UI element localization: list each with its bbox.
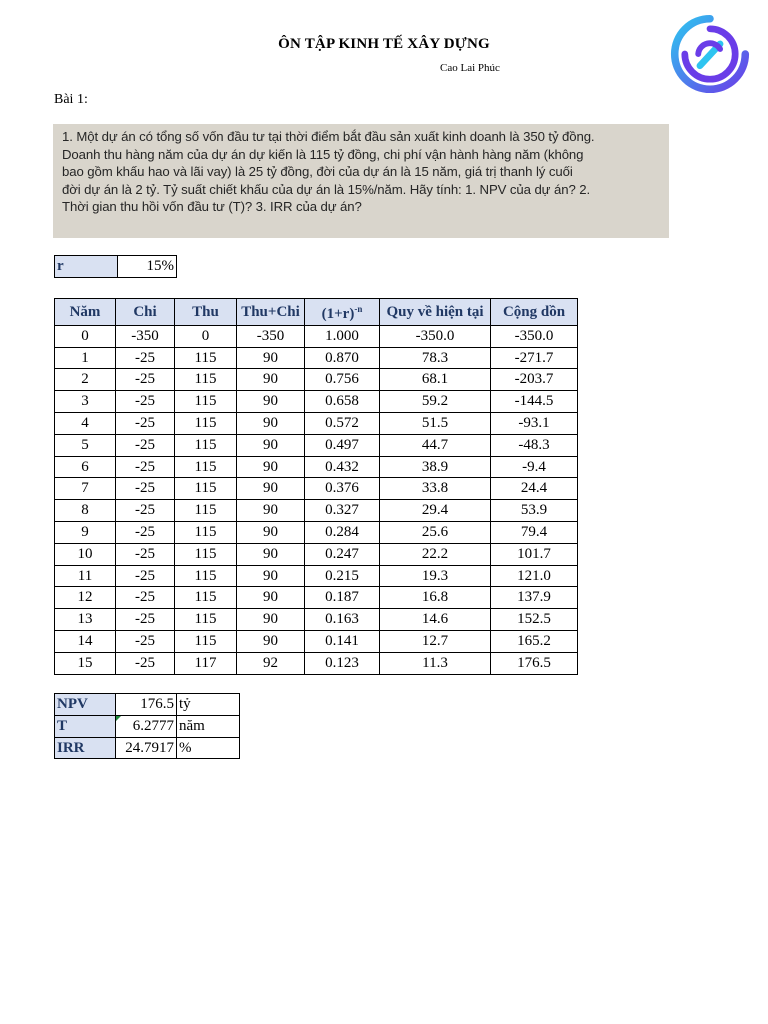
payback-value: 6.2777: [132, 717, 174, 734]
col-header-year: Năm: [55, 299, 116, 326]
cell-present-value: 38.9: [380, 456, 491, 478]
table-row: [55, 630, 578, 652]
table-row: [55, 325, 578, 347]
cell-revenue: 115: [175, 391, 237, 413]
cell-discount-factor: 0.432: [305, 456, 380, 478]
cell-net: 90: [237, 369, 305, 391]
cell-year: 12: [55, 587, 116, 609]
cell-cost: -25: [116, 500, 175, 522]
cell-cumulative: -350.0: [491, 325, 578, 347]
cell-net: 90: [237, 434, 305, 456]
author-name: Cao Lai Phúc: [440, 62, 500, 74]
cell-cost: -25: [116, 347, 175, 369]
cell-discount-factor: 0.284: [305, 521, 380, 543]
cell-revenue: 115: [175, 478, 237, 500]
cell-discount-factor: 0.247: [305, 543, 380, 565]
cell-cumulative: 137.9: [491, 587, 578, 609]
cell-cost: -25: [116, 456, 175, 478]
cell-year: 4: [55, 412, 116, 434]
irr-label: IRR: [55, 737, 116, 759]
cell-net: 90: [237, 500, 305, 522]
cell-cumulative: 53.9: [491, 500, 578, 522]
cell-revenue: 115: [175, 369, 237, 391]
cell-cost: -25: [116, 369, 175, 391]
cell-revenue: 115: [175, 543, 237, 565]
cell-net: 90: [237, 521, 305, 543]
cell-revenue: 115: [175, 412, 237, 434]
cell-cost: -25: [116, 587, 175, 609]
col-header-revenue: Thu: [175, 299, 237, 326]
cell-discount-factor: 0.215: [305, 565, 380, 587]
cell-present-value: 59.2: [380, 391, 491, 413]
cell-present-value: 16.8: [380, 587, 491, 609]
cashflow-body: [55, 325, 578, 674]
payback-unit: năm: [177, 715, 240, 737]
cell-year: 13: [55, 609, 116, 631]
col-header-cost: Chi: [116, 299, 175, 326]
table-row: [55, 587, 578, 609]
table-row: [55, 434, 578, 456]
cell-discount-factor: 0.187: [305, 587, 380, 609]
cell-revenue: 115: [175, 347, 237, 369]
cell-net: 90: [237, 391, 305, 413]
cell-cost: -25: [116, 630, 175, 652]
cell-net: 90: [237, 347, 305, 369]
cell-cost: -25: [116, 652, 175, 674]
result-row-irr: [55, 737, 240, 759]
lesson-label: Bài 1:: [54, 92, 88, 107]
cell-discount-factor: 1.000: [305, 325, 380, 347]
cell-cumulative: -271.7: [491, 347, 578, 369]
table-row: [55, 500, 578, 522]
irr-value: 24.7917: [116, 737, 177, 759]
cell-year: 2: [55, 369, 116, 391]
cell-discount-factor: 0.141: [305, 630, 380, 652]
cell-present-value: 68.1: [380, 369, 491, 391]
cell-cumulative: -144.5: [491, 391, 578, 413]
cell-discount-factor: 0.163: [305, 609, 380, 631]
rate-value: 15%: [118, 256, 177, 278]
table-row: [55, 478, 578, 500]
cashflow-header-row: [55, 299, 578, 326]
cell-present-value: 14.6: [380, 609, 491, 631]
payback-value-cell: [116, 715, 177, 737]
cell-cumulative: -48.3: [491, 434, 578, 456]
brand-logo-icon: [668, 12, 752, 96]
rate-label: r: [55, 256, 118, 278]
cell-net: 90: [237, 609, 305, 631]
cell-discount-factor: 0.497: [305, 434, 380, 456]
cell-net: 90: [237, 543, 305, 565]
cell-year: 1: [55, 347, 116, 369]
cell-comment-marker-icon: [116, 716, 121, 721]
cell-present-value: 25.6: [380, 521, 491, 543]
cell-cost: -25: [116, 543, 175, 565]
cell-year: 7: [55, 478, 116, 500]
cell-cumulative: -93.1: [491, 412, 578, 434]
result-row-npv: [55, 694, 240, 716]
cell-present-value: 44.7: [380, 434, 491, 456]
cell-present-value: 78.3: [380, 347, 491, 369]
cell-present-value: 22.2: [380, 543, 491, 565]
problem-statement: [53, 124, 669, 238]
cell-cost: -25: [116, 434, 175, 456]
cell-net: 92: [237, 652, 305, 674]
npv-unit: tỷ: [177, 694, 240, 716]
cell-net: 90: [237, 412, 305, 434]
cell-cost: -25: [116, 391, 175, 413]
page-title: ÔN TẬP KINH TẾ XÂY DỰNG: [278, 36, 490, 52]
table-row: [55, 391, 578, 413]
cell-revenue: 115: [175, 565, 237, 587]
cell-revenue: 117: [175, 652, 237, 674]
cell-revenue: 115: [175, 456, 237, 478]
table-row: [55, 369, 578, 391]
cell-net: 90: [237, 478, 305, 500]
cell-net: 90: [237, 630, 305, 652]
cell-revenue: 0: [175, 325, 237, 347]
col-header-net: Thu+Chi: [237, 299, 305, 326]
cell-present-value: -350.0: [380, 325, 491, 347]
cell-year: 5: [55, 434, 116, 456]
table-row: [55, 565, 578, 587]
cell-net: -350: [237, 325, 305, 347]
cell-year: 3: [55, 391, 116, 413]
cell-year: 8: [55, 500, 116, 522]
table-row: [55, 543, 578, 565]
cell-cumulative: 101.7: [491, 543, 578, 565]
cell-revenue: 115: [175, 630, 237, 652]
cell-year: 14: [55, 630, 116, 652]
col-header-discount-factor: [305, 299, 380, 326]
cell-present-value: 19.3: [380, 565, 491, 587]
col-header-cumulative: Cộng dồn: [491, 299, 578, 326]
cell-discount-factor: 0.123: [305, 652, 380, 674]
cell-revenue: 115: [175, 434, 237, 456]
cell-cost: -25: [116, 521, 175, 543]
cell-cumulative: 152.5: [491, 609, 578, 631]
npv-label: NPV: [55, 694, 116, 716]
irr-unit: %: [177, 737, 240, 759]
cell-cumulative: 79.4: [491, 521, 578, 543]
cell-discount-factor: 0.870: [305, 347, 380, 369]
cell-year: 6: [55, 456, 116, 478]
cell-present-value: 51.5: [380, 412, 491, 434]
cell-net: 90: [237, 456, 305, 478]
cell-year: 15: [55, 652, 116, 674]
cell-discount-factor: 0.756: [305, 369, 380, 391]
cell-year: 9: [55, 521, 116, 543]
cell-present-value: 11.3: [380, 652, 491, 674]
cell-year: 11: [55, 565, 116, 587]
cell-present-value: 29.4: [380, 500, 491, 522]
cell-cumulative: 121.0: [491, 565, 578, 587]
cell-year: 0: [55, 325, 116, 347]
cell-cost: -25: [116, 412, 175, 434]
cell-revenue: 115: [175, 609, 237, 631]
cell-cumulative: -203.7: [491, 369, 578, 391]
cell-cumulative: -9.4: [491, 456, 578, 478]
cell-revenue: 115: [175, 587, 237, 609]
problem-line: 1. Một dự án có tổng số vốn đầu tư tại thời điểm bắt đầu sản xuất kinh doanh là 350 tỷ đồng.: [62, 129, 595, 144]
col-header-present-value: Quy về hiện tại: [380, 299, 491, 326]
table-row: [55, 412, 578, 434]
problem-line: bao gồm khấu hao và lãi vay) là 25 tỷ đồng, đời của dự án là 15 năm, giá trị thanh lý cuối: [62, 164, 573, 180]
table-row: [55, 652, 578, 674]
cell-discount-factor: 0.658: [305, 391, 380, 413]
payback-label: T: [55, 715, 116, 737]
cell-net: 90: [237, 565, 305, 587]
cell-revenue: 115: [175, 500, 237, 522]
cell-cost: -25: [116, 565, 175, 587]
cell-cost: -350: [116, 325, 175, 347]
table-row: [55, 347, 578, 369]
problem-line: đời dự án là 2 tỷ. Tỷ suất chiết khấu của dự án là 15%/năm. Hãy tính: 1. NPV của dự án? 2.: [62, 181, 591, 197]
cell-cost: -25: [116, 609, 175, 631]
table-row: [55, 456, 578, 478]
cell-discount-factor: 0.376: [305, 478, 380, 500]
cell-present-value: 12.7: [380, 630, 491, 652]
result-row-payback: [55, 715, 240, 737]
results-table: [54, 693, 240, 759]
cell-cost: -25: [116, 478, 175, 500]
table-row: [55, 609, 578, 631]
discount-rate-table: [54, 255, 177, 278]
problem-line: Thời gian thu hồi vốn đầu tư (T)? 3. IRR của dự án?: [62, 199, 362, 215]
discount-factor-base: (1+r): [321, 306, 355, 322]
cell-net: 90: [237, 587, 305, 609]
cashflow-table: [54, 298, 578, 675]
cell-revenue: 115: [175, 521, 237, 543]
npv-value: 176.5: [116, 694, 177, 716]
cell-discount-factor: 0.572: [305, 412, 380, 434]
cell-discount-factor: 0.327: [305, 500, 380, 522]
cell-cumulative: 176.5: [491, 652, 578, 674]
cell-cumulative: 24.4: [491, 478, 578, 500]
table-row: [55, 521, 578, 543]
discount-factor-exponent: -n: [354, 304, 363, 314]
problem-line: Doanh thu hàng năm của dự án dự kiến là 115 tỷ đồng, chi phí vận hành hàng năm (không: [62, 146, 584, 162]
cell-year: 10: [55, 543, 116, 565]
cell-cumulative: 165.2: [491, 630, 578, 652]
cell-present-value: 33.8: [380, 478, 491, 500]
